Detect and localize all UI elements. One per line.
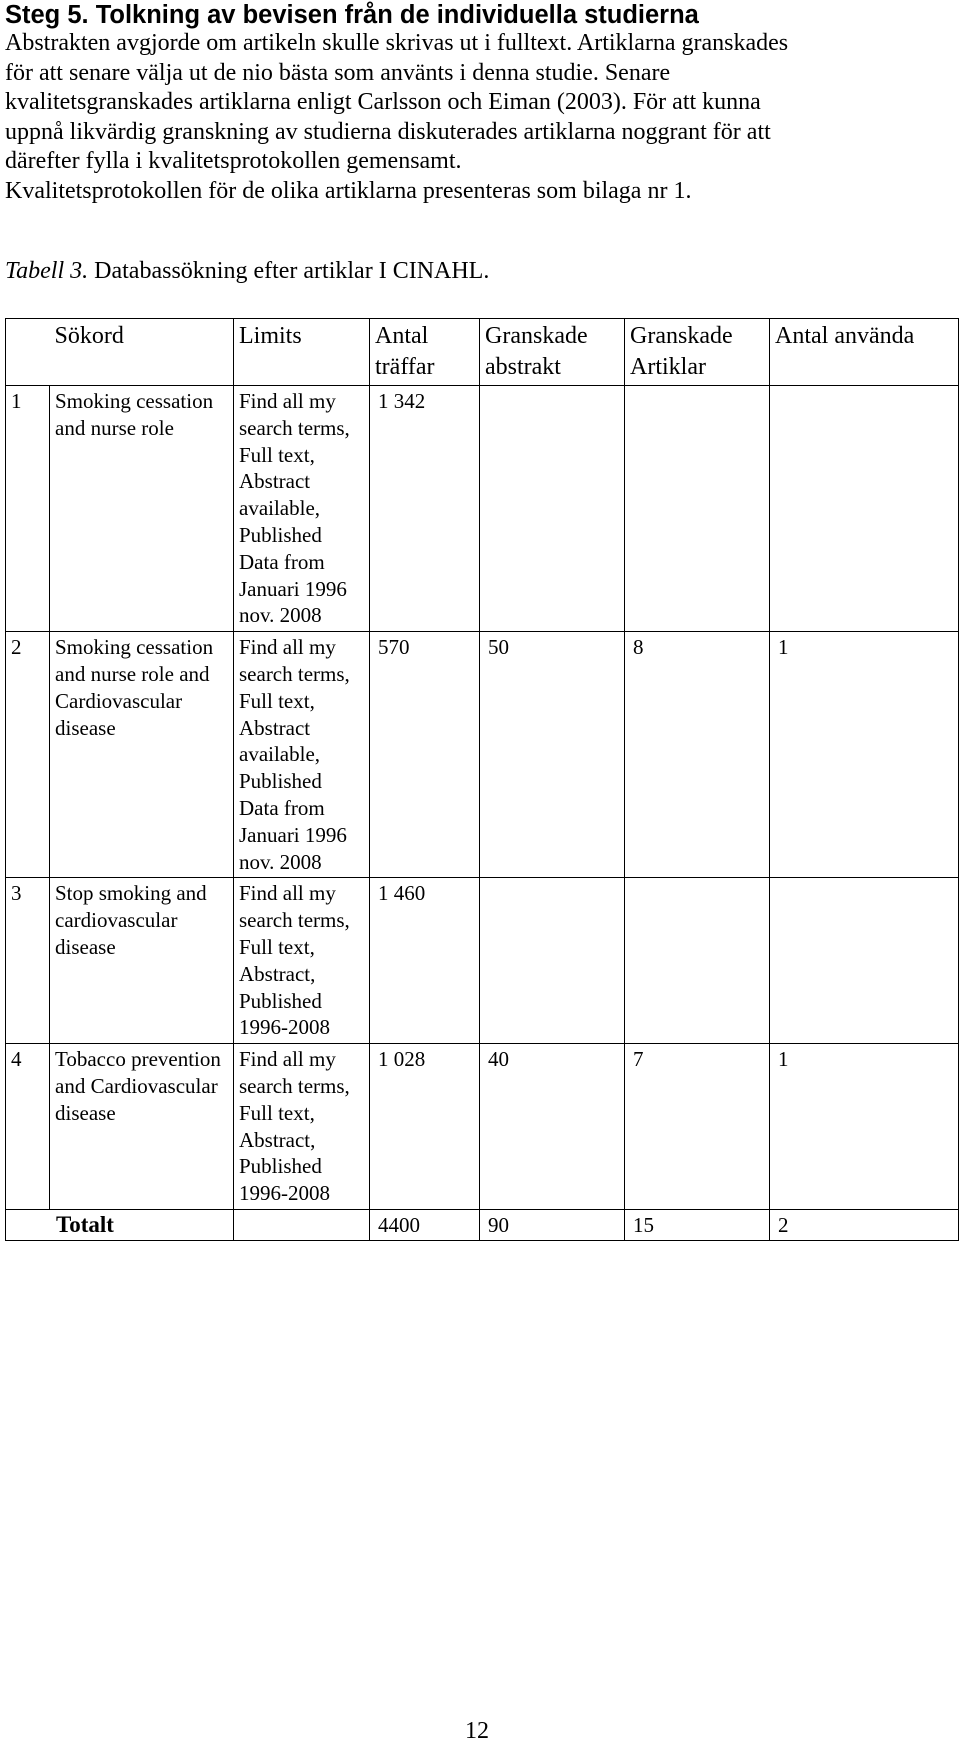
row-granskade-abstrakt: 40	[480, 1044, 625, 1210]
table-caption-text: Databassökning efter artiklar I CINAHL.	[88, 258, 490, 284]
header-sokord: Sökord	[50, 319, 234, 386]
section-heading: Steg 5. Tolkning av bevisen från de individuella studierna	[5, 1, 699, 29]
row-granskade-abstrakt	[480, 386, 625, 632]
table-row	[6, 1044, 959, 1210]
row-number: 3	[6, 878, 50, 1044]
row-granskade-artiklar	[625, 878, 770, 1044]
paragraph-line: Abstrakten avgjorde om artikeln skulle skrivas ut i fulltext. Artiklarna granskades	[5, 30, 789, 56]
row-limits: Find all my search terms, Full text, Abstract available, Published Data from Januari 1996 nov. 2008	[234, 386, 370, 632]
header-antal-anvanda: Antal använda	[770, 319, 959, 386]
total-limits	[234, 1209, 370, 1240]
total-antal-anvanda: 2	[770, 1209, 959, 1240]
total-granskade-abstrakt: 90	[480, 1209, 625, 1240]
row-granskade-abstrakt	[480, 878, 625, 1044]
row-sokord: Smoking cessation and nurse role and Cardiovascular disease	[50, 632, 234, 878]
row-granskade-abstrakt: 50	[480, 632, 625, 878]
row-limits: Find all my search terms, Full text, Abstract available, Published Data from Januari 1996 nov. 2008	[234, 632, 370, 878]
header-antal-traffar: Antal träffar	[370, 319, 480, 386]
row-sokord: Stop smoking and cardiovascular disease	[50, 878, 234, 1044]
total-antal-traffar: 4400	[370, 1209, 480, 1240]
header-granskade-abstrakt: Granskade abstrakt	[480, 319, 625, 386]
row-antal-anvanda: 1	[770, 632, 959, 878]
table-header-row	[6, 319, 959, 386]
row-number: 1	[6, 386, 50, 632]
body-paragraph	[5, 29, 953, 206]
row-sokord: Tobacco prevention and Cardiovascular disease	[50, 1044, 234, 1210]
row-limits: Find all my search terms, Full text, Abstract, Published 1996-2008	[234, 1044, 370, 1210]
row-antal-anvanda	[770, 878, 959, 1044]
table-row	[6, 878, 959, 1044]
row-granskade-artiklar: 7	[625, 1044, 770, 1210]
paragraph-line: därefter fylla i kvalitetsprotokollen gemensamt.	[5, 148, 462, 174]
header-nr	[6, 319, 50, 386]
table-caption	[5, 256, 489, 286]
row-antal-traffar: 570	[370, 632, 480, 878]
row-antal-traffar: 1 028	[370, 1044, 480, 1210]
paragraph-line: uppnå likvärdig granskning av studierna diskuterades artiklarna noggrant för att	[5, 118, 771, 145]
table-row	[6, 386, 959, 632]
table-caption-label: Tabell 3.	[5, 258, 89, 284]
row-number: 2	[6, 632, 50, 878]
table-total-row	[6, 1209, 959, 1240]
table-row	[6, 632, 959, 878]
search-results-table	[5, 318, 959, 1241]
header-granskade-artiklar: Granskade Artiklar	[625, 319, 770, 386]
paragraph-line: för att senare välja ut de nio bästa som använts i denna studie. Senare	[5, 59, 671, 86]
row-limits: Find all my search terms, Full text, Abstract, Published 1996-2008	[234, 878, 370, 1044]
header-limits: Limits	[234, 319, 370, 386]
page-number: 12	[465, 1718, 489, 1744]
row-granskade-artiklar	[625, 386, 770, 632]
row-antal-anvanda	[770, 386, 959, 632]
total-label: Totalt	[6, 1209, 234, 1240]
paragraph-line: kvalitetsgranskades artiklarna enligt Carlsson och Eiman (2003). För att kunna	[5, 89, 761, 115]
row-number: 4	[6, 1044, 50, 1210]
row-sokord: Smoking cessation and nurse role	[50, 386, 234, 632]
row-granskade-artiklar: 8	[625, 632, 770, 878]
row-antal-traffar: 1 460	[370, 878, 480, 1044]
row-antal-anvanda: 1	[770, 1044, 959, 1210]
total-granskade-artiklar: 15	[625, 1209, 770, 1240]
paragraph-line: Kvalitetsprotokollen för de olika artiklarna presenteras som bilaga nr 1.	[5, 177, 692, 204]
row-antal-traffar: 1 342	[370, 386, 480, 632]
